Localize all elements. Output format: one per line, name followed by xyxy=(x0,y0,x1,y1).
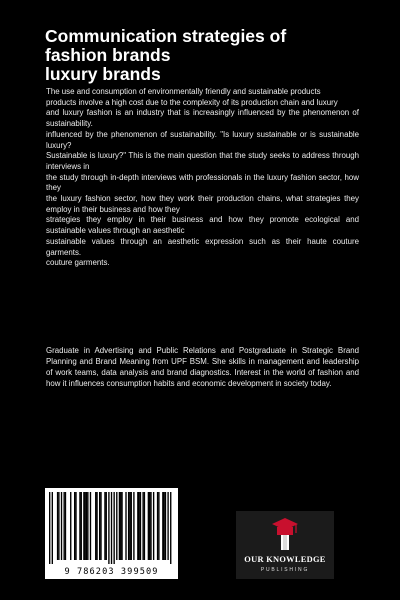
title-line: fashion brands xyxy=(45,45,171,65)
barcode-bar xyxy=(57,492,58,560)
barcode-bar xyxy=(137,492,138,560)
barcode-bar xyxy=(144,492,145,560)
barcode-bar xyxy=(70,492,71,560)
description-line: The use and consumption of environmentally friendly and sustainable products xyxy=(46,87,321,96)
description-line: the study through in-depth interviews with professionals in the luxury fashion sector, how they xyxy=(46,172,359,193)
description-line: products involve a high cost due to the complexity of its production chain and luxury xyxy=(46,97,338,107)
barcode-bar xyxy=(75,492,76,560)
description-line: strategies they employ in their business and how they promote ecological and sustainable values through an aesthetic xyxy=(46,215,359,236)
barcode-bar xyxy=(96,492,97,560)
description-line: influenced by the phenomenon of sustainability. "Is luxury sustainable or is sustainable luxury? xyxy=(46,129,359,150)
description-line: and luxury fashion is an industry that is increasingly influenced by the phenomenon of sustainability. xyxy=(46,108,359,129)
barcode-bar xyxy=(153,492,154,560)
isbn-barcode xyxy=(45,488,178,579)
barcode-bar xyxy=(85,492,86,560)
author-bio: Graduate in Advertising and Public Relations and Postgraduate in Strategic Brand Planning and Brand Meaning from UPF BSM. She skills in management and leadership of work teams, data analysis and brand diagnostics. Interest in the world of fashion and how it influences consumption habits and economic development in society today. xyxy=(46,346,359,388)
book-title xyxy=(45,27,365,84)
barcode-bar xyxy=(65,492,66,560)
barcode-bar xyxy=(106,492,107,560)
barcode-bar xyxy=(163,492,164,560)
book-description xyxy=(46,87,359,269)
barcode-bar xyxy=(133,492,134,560)
barcode-bar xyxy=(111,492,112,564)
title-line: Communication strategies of xyxy=(45,26,287,46)
description-line: Sustainable is luxury?" This is the main question that the study seeks to address through interviews in xyxy=(46,151,359,171)
barcode-bar xyxy=(119,492,120,560)
barcode-bar xyxy=(49,492,50,564)
barcode-bar xyxy=(79,492,80,560)
barcode-bar xyxy=(121,492,122,560)
barcode-bar xyxy=(131,492,132,560)
barcode-bar xyxy=(120,492,121,560)
barcode-bar xyxy=(87,492,88,560)
barcode-bar xyxy=(167,492,168,560)
barcode-bar xyxy=(138,492,139,560)
barcode-bar xyxy=(157,492,158,560)
publisher-logo xyxy=(236,511,334,579)
description-line: sustainable values through an aesthetic expression such as their haute couture garments. xyxy=(46,236,359,257)
barcode-bar xyxy=(83,492,84,560)
barcode-bar xyxy=(108,492,109,564)
barcode-bar xyxy=(90,492,91,560)
barcode-bar xyxy=(99,492,100,560)
barcode-bar xyxy=(58,492,59,560)
barcode-bar xyxy=(158,492,159,560)
description-line: couture garments. xyxy=(46,258,110,268)
isbn-digits: 9 786203 399509 xyxy=(64,567,159,577)
barcode-bar xyxy=(165,492,166,560)
barcode-bar xyxy=(61,492,62,560)
barcode-bar xyxy=(95,492,96,560)
barcode-bar xyxy=(86,492,87,560)
barcode-bar xyxy=(74,492,75,560)
barcode-bar xyxy=(170,492,171,564)
barcode-bar xyxy=(128,492,129,560)
barcode-bar xyxy=(142,492,143,560)
barcode-bar xyxy=(100,492,101,560)
barcode-bar xyxy=(52,492,53,564)
barcode-bar xyxy=(129,492,130,560)
graduation-cap-icon xyxy=(271,516,299,552)
barcode-bar xyxy=(140,492,141,560)
publisher-subtitle: PUBLISHING xyxy=(260,567,310,573)
barcode-bars-icon xyxy=(49,492,174,564)
barcode-bar xyxy=(150,492,151,560)
barcode-bar xyxy=(148,492,149,560)
barcode-bar xyxy=(113,492,114,564)
barcode-bar xyxy=(125,492,126,560)
barcode-bar xyxy=(63,492,64,560)
publisher-name: OUR KNOWLEDGE xyxy=(244,555,326,564)
barcode-bar xyxy=(162,492,163,560)
barcode-bar xyxy=(104,492,105,560)
barcode-bar xyxy=(81,492,82,560)
description-line: the luxury fashion sector, how they work their production chains, what strategies they employ in their business and how they xyxy=(46,194,359,214)
barcode-bar xyxy=(149,492,150,560)
title-line: luxury brands xyxy=(45,64,161,84)
barcode-bar xyxy=(116,492,117,560)
